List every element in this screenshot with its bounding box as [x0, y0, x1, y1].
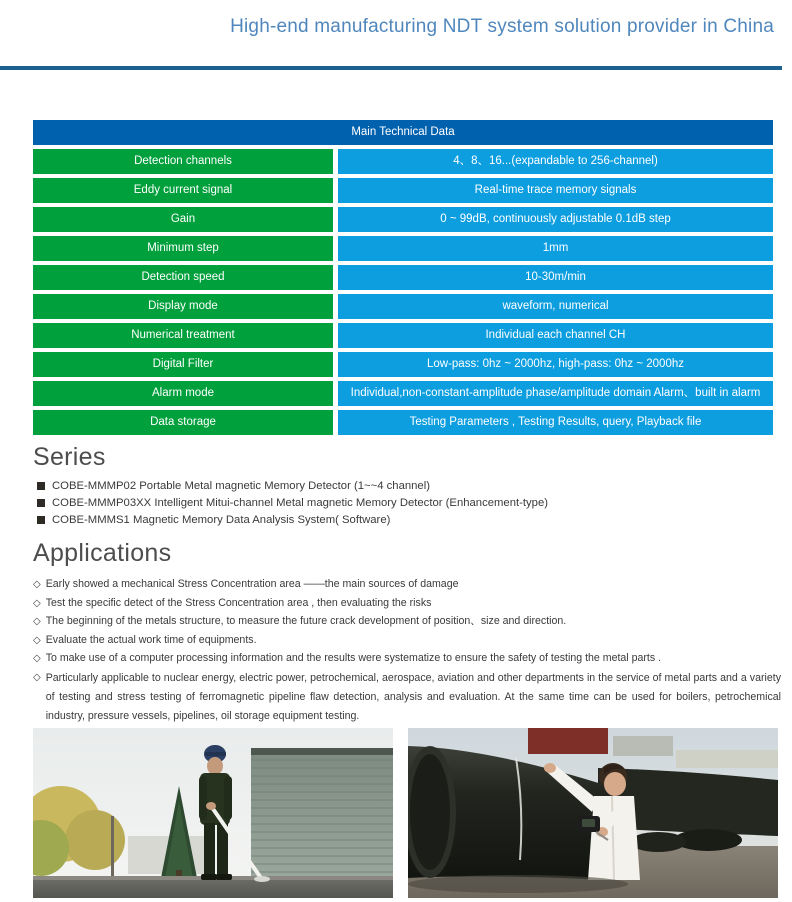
spec-value-cell: Low-pass: 0hz ~ 2000hz, high-pass: 0hz ~ 2000hz — [338, 352, 773, 377]
series-item-label: COBE-MMMP03XX Intelligent Mitui-channel Metal magnetic Memory Detector (Enhancement-type) — [52, 497, 548, 509]
table-row — [33, 178, 773, 203]
table-body — [33, 149, 773, 435]
main-technical-data-table — [33, 120, 773, 439]
spec-value-cell: 1mm — [338, 236, 773, 261]
list-item — [33, 632, 781, 650]
list-item — [33, 512, 778, 529]
header-divider-rule — [0, 66, 782, 70]
square-bullet-icon — [37, 516, 45, 524]
spec-value-cell: Testing Parameters , Testing Results, query, Playback file — [338, 410, 773, 435]
spec-label-cell: Alarm mode — [33, 381, 333, 406]
list-item — [33, 576, 781, 594]
application-item-text: Early showed a mechanical Stress Concentration area ——the main sources of damage — [45, 578, 459, 590]
application-item-text: To make use of a computer processing information and the results were systematize to ensure the safety of testing the metal parts . — [45, 652, 662, 664]
series-section — [33, 443, 778, 529]
table-row — [33, 352, 773, 377]
list-item — [33, 650, 781, 668]
application-item-text: The beginning of the metals structure, to measure the future crack development of position、size and direction. — [45, 615, 567, 627]
table-row — [33, 149, 773, 174]
spec-value-cell: Individual each channel CH — [338, 323, 773, 348]
diamond-bullet-icon: ◇ — [33, 597, 41, 609]
table-row — [33, 207, 773, 232]
application-item-text: Evaluate the actual work time of equipments. — [45, 633, 257, 646]
spec-label-cell: Digital Filter — [33, 352, 333, 377]
list-item — [33, 495, 778, 512]
spec-label-cell: Gain — [33, 207, 333, 232]
pipeline-inspection-illustration — [408, 728, 778, 898]
field-inspection-photo — [33, 728, 393, 900]
table-row — [33, 294, 773, 319]
series-item-label: COBE-MMMP02 Portable Metal magnetic Memory Detector (1~~4 channel) — [52, 480, 430, 492]
spec-value-cell: 4、8、16...(expandable to 256-channel) — [338, 149, 773, 174]
applications-list — [33, 576, 781, 726]
diamond-bullet-icon: ◇ — [33, 653, 41, 664]
list-item — [33, 478, 778, 495]
diamond-bullet-icon: ◇ — [33, 579, 41, 590]
application-item-text: Test the specific detect of the Stress Concentration area , then evaluating the risks — [45, 596, 432, 609]
spec-value-cell: 0 ~ 99dB, continuously adjustable 0.1dB step — [338, 207, 773, 232]
spec-value-cell: Individual,non-constant-amplitude phase/amplitude domain Alarm、built in alarm — [338, 381, 773, 406]
application-item-text: Particularly applicable to nuclear energy, electric power, petrochemical, aerospace, aviation and other departments in the service of metal parts and a variety of testing and stress testing of ferromagnetic pipeline flaw detection, analysis and evaluation. At the same time can be used for boilers, petrochemical industry, pressure vessels, pipelines, oil storage equipment testing. — [45, 671, 781, 722]
spec-label-cell: Numerical treatment — [33, 323, 333, 348]
series-list — [33, 478, 778, 529]
spec-label-cell: Minimum step — [33, 236, 333, 261]
series-heading: Series — [33, 443, 106, 471]
table-row — [33, 410, 773, 435]
table-row — [33, 265, 773, 290]
spec-label-cell: Data storage — [33, 410, 333, 435]
list-item — [33, 613, 781, 631]
list-item — [33, 669, 781, 726]
header-tagline: High-end manufacturing NDT system solution provider in China — [230, 16, 774, 37]
square-bullet-icon — [37, 499, 45, 507]
diamond-bullet-icon: ◇ — [33, 634, 41, 646]
field-inspection-illustration — [33, 728, 393, 898]
spec-value-cell: 10-30m/min — [338, 265, 773, 290]
spec-label-cell: Detection channels — [33, 149, 333, 174]
diamond-bullet-icon: ◇ — [33, 616, 41, 627]
list-item — [33, 595, 781, 613]
square-bullet-icon — [37, 482, 45, 490]
pipeline-inspection-photo — [408, 728, 778, 900]
spec-label-cell: Eddy current signal — [33, 178, 333, 203]
page-header — [0, 0, 792, 62]
table-row — [33, 323, 773, 348]
applications-section — [33, 539, 781, 727]
spec-label-cell: Detection speed — [33, 265, 333, 290]
table-row — [33, 381, 773, 406]
series-item-label: COBE-MMMS1 Magnetic Memory Data Analysis System( Software) — [52, 514, 391, 526]
table-header-title: Main Technical Data — [33, 120, 773, 145]
table-row — [33, 236, 773, 261]
applications-heading: Applications — [33, 539, 172, 567]
diamond-bullet-icon: ◇ — [33, 671, 41, 683]
photo-strip — [33, 728, 778, 900]
spec-label-cell: Display mode — [33, 294, 333, 319]
spec-value-cell: Real-time trace memory signals — [338, 178, 773, 203]
spec-value-cell: waveform, numerical — [338, 294, 773, 319]
